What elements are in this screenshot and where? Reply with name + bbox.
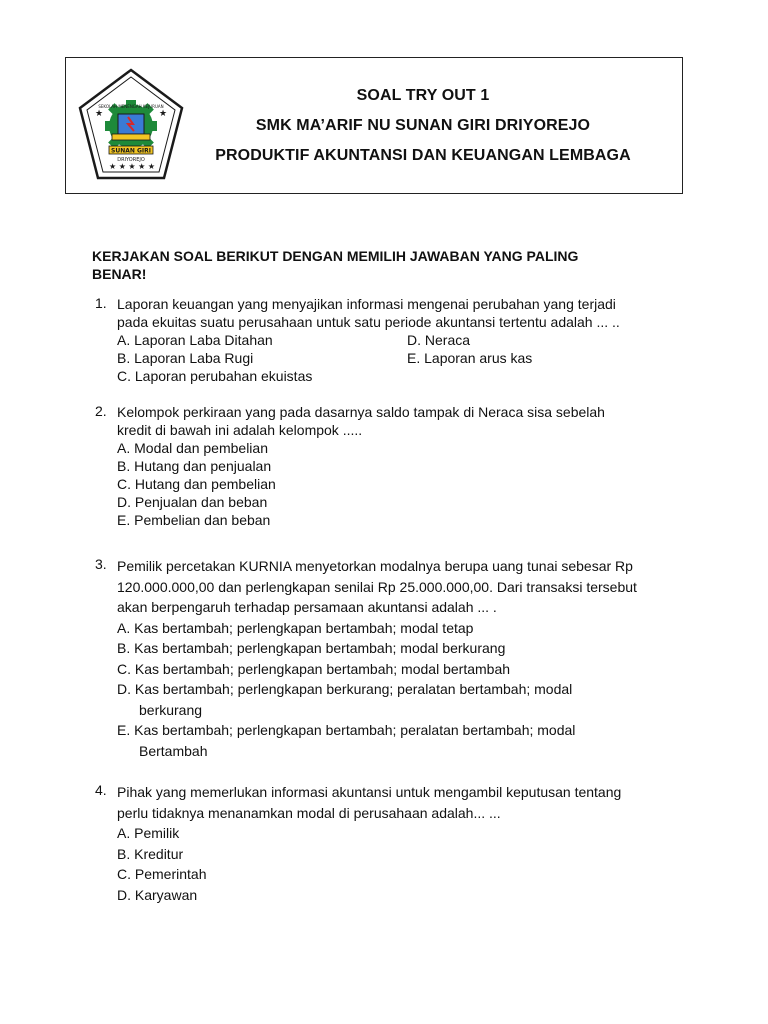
option-c[interactable]: C. Pemerintah [117, 866, 207, 882]
question-number: 2. [95, 403, 107, 419]
subject-name: PRODUKTIF AKUNTANSI DAN KEUANGAN LEMBAGA [215, 146, 631, 164]
svg-text:★: ★ [95, 109, 104, 119]
option-e[interactable]: E. Pembelian dan beban [117, 512, 271, 528]
option-d[interactable]: D. Neraca [407, 332, 471, 348]
option-e[interactable]: E. Kas bertambah; perlengkapan bertambah; peralatan bertambah; modal [117, 722, 576, 738]
header-box [65, 57, 683, 194]
option-c[interactable]: C. Hutang dan pembelian [117, 476, 276, 492]
option-c[interactable]: C. Kas bertambah; perlengkapan bertambah; modal bertambah [117, 660, 511, 677]
answer-options [117, 331, 667, 385]
logo-top-text: SEKOLAH MENENGAH KEJURUAN [98, 104, 164, 109]
option-a[interactable]: A. Kas bertambah; perlengkapan bertambah; modal tetap [117, 619, 474, 636]
option-b[interactable]: B. Laporan Laba Rugi [117, 350, 254, 366]
answer-options [117, 823, 662, 905]
option-b[interactable]: B. Kas bertambah; perlengkapan bertambah; modal berkurang [117, 640, 506, 656]
question-text: Kelompok perkiraan yang pada dasarnya saldo tampak di Neraca sisa sebelah kredit di bawah ini adalah kelompok ..... [117, 404, 605, 438]
answer-options [117, 439, 662, 529]
logo-banner-text: SUNAN GIRI [111, 147, 151, 155]
exam-title: SOAL TRY OUT 1 [356, 86, 490, 104]
question-text: Pihak yang memerlukan informasi akuntansi untuk mengambil keputusan tentang perlu tidaknya menanamkan modal di perusahaan adalah... ... [117, 784, 622, 821]
question-4 [95, 782, 662, 905]
question-number: 4. [95, 782, 107, 798]
question-text: Laporan keuangan yang menyajikan informasi mengenai perubahan yang terjadi pada ekuitas suatu perusahaan untuk satu periode akuntansi tertentu adalah ... .. [117, 296, 620, 330]
instruction-text: KERJAKAN SOAL BERIKUT DENGAN MEMILIH JAWABAN YANG PALING BENAR! [92, 248, 579, 282]
svg-text:★ ★ ★ ★ ★: ★ ★ ★ ★ ★ [109, 162, 156, 171]
option-a[interactable]: A. Laporan Laba Ditahan [117, 332, 273, 348]
question-1 [95, 295, 667, 385]
option-d[interactable]: D. Karyawan [117, 886, 198, 903]
question-2 [95, 403, 662, 529]
header-titles [188, 58, 658, 193]
answer-options [117, 618, 662, 762]
option-e[interactable]: E. Laporan arus kas [407, 350, 533, 366]
question-number: 3. [95, 556, 107, 572]
option-d[interactable]: D. Penjualan dan beban [117, 494, 268, 510]
option-a[interactable]: A. Pemilik [117, 825, 180, 841]
question-text: Pemilik percetakan KURNIA menyetorkan modalnya berupa uang tunai sebesar Rp 120.000.000,00 dan perlengkapan senilai Rp 25.000.000,00. Dari transaksi tersebut akan berpengaruh terhadap persamaan akuntansi adalah ... . [117, 558, 637, 615]
option-a[interactable]: A. Modal dan pembelian [117, 440, 268, 456]
school-name: SMK MA’ARIF NU SUNAN GIRI DRIYOREJO [255, 116, 591, 134]
school-logo [76, 66, 186, 186]
logo-bottom-text: DRIYOREJO [117, 157, 145, 163]
question-number: 1. [95, 295, 107, 311]
option-c[interactable]: C. Laporan perubahan ekuistas [117, 368, 313, 384]
option-e-continued: Bertambah [139, 742, 208, 759]
option-b[interactable]: B. Kreditur [117, 845, 184, 862]
svg-text:★: ★ [159, 109, 168, 119]
question-3 [95, 556, 662, 761]
option-d[interactable]: D. Kas bertambah; perlengkapan berkurang; peralatan bertambah; modal [117, 681, 573, 697]
option-d-continued: berkurang [139, 701, 203, 718]
option-b[interactable]: B. Hutang dan penjualan [117, 458, 272, 474]
